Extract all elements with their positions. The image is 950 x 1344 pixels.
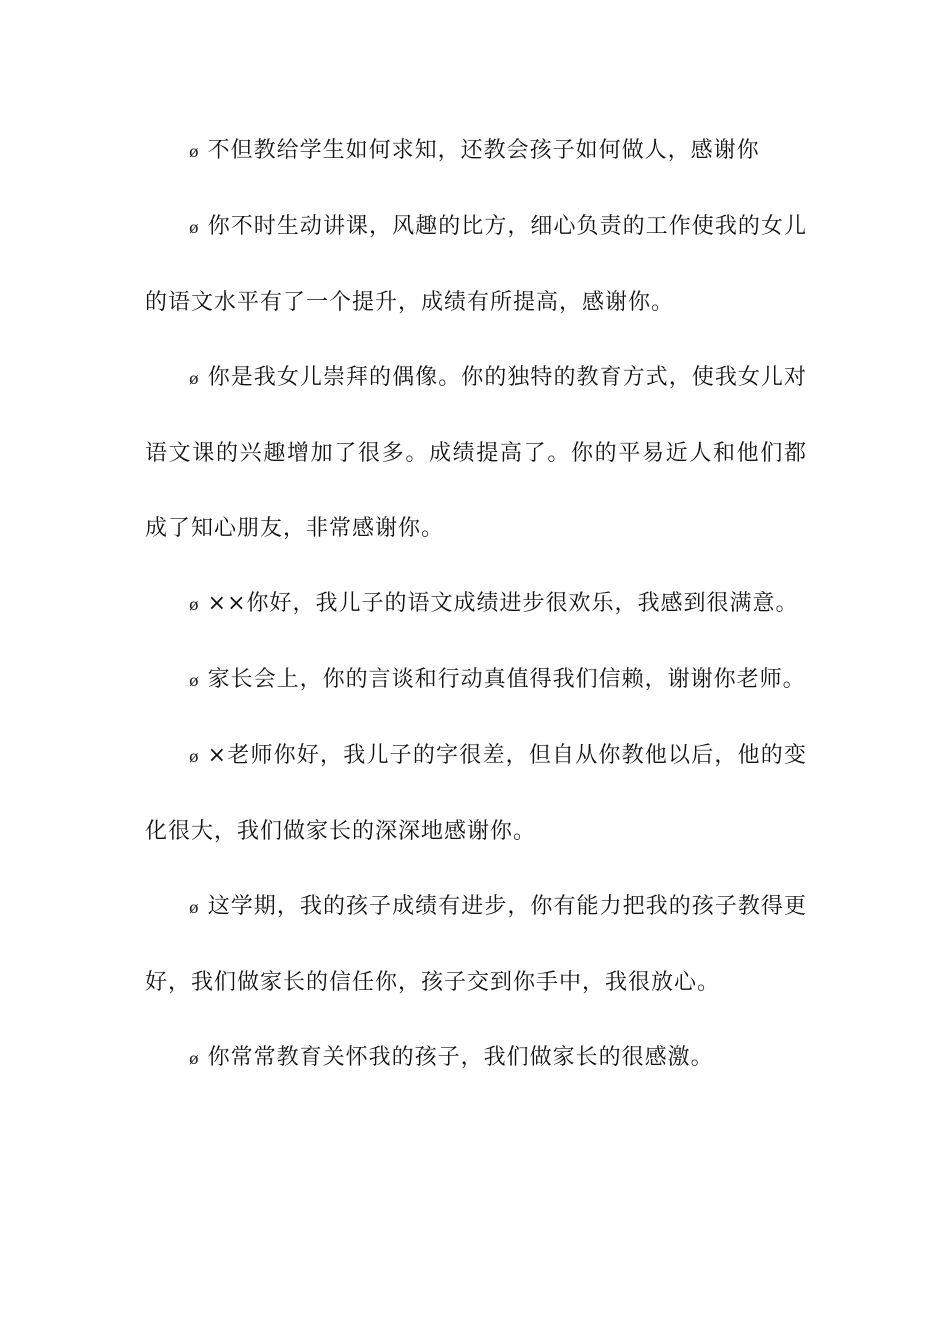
paragraph-text: ×老师你好，我儿子的字很差，但自从你教他以后，他的变化很大，我们做家长的深深地感谢你。 (145, 743, 807, 844)
bullet-icon: ø (189, 671, 200, 690)
bullet-icon: ø (189, 595, 200, 614)
bullet-icon: ø (189, 747, 200, 766)
paragraph-4 (145, 566, 807, 642)
bullet-icon: ø (189, 1049, 200, 1068)
paragraph-7 (145, 869, 807, 1020)
paragraph-text: 你是我女儿崇拜的偶像。你的独特的教育方式，使我女儿对语文课的兴趣增加了很多。成绩提高了。你的平易近人和他们都成了知心朋友，非常感谢你。 (145, 365, 807, 541)
paragraph-text: 不但教给学生如何求知，还教会孩子如何做人，感谢你 (207, 138, 760, 163)
paragraph-text: ××你好，我儿子的语文成绩进步很欢乐，我感到很满意。 (207, 591, 799, 616)
bullet-icon: ø (189, 142, 200, 161)
paragraph-text: 你不时生动讲课，风趣的比方，细心负责的工作使我的女儿的语文水平有了一个提升，成绩有所提高，感谢你。 (145, 214, 807, 315)
paragraph-3 (145, 340, 807, 566)
paragraph-2 (145, 189, 807, 340)
bullet-icon: ø (189, 369, 200, 388)
paragraph-6 (145, 718, 807, 869)
bullet-icon: ø (189, 218, 200, 237)
bullet-icon: ø (189, 898, 200, 917)
paragraph-text: 这学期，我的孩子成绩有进步，你有能力把我的孩子教得更好，我们做家长的信任你，孩子交到你手中，我很放心。 (145, 894, 807, 995)
paragraph-text: 家长会上，你的言谈和行动真值得我们信赖，谢谢你老师。 (207, 667, 806, 692)
paragraph-8 (145, 1020, 807, 1096)
paragraph-5 (145, 642, 807, 718)
document-body (145, 113, 807, 1096)
paragraph-1 (145, 113, 807, 189)
paragraph-text: 你常常教育关怀我的孩子，我们做家长的很感激。 (207, 1045, 714, 1070)
